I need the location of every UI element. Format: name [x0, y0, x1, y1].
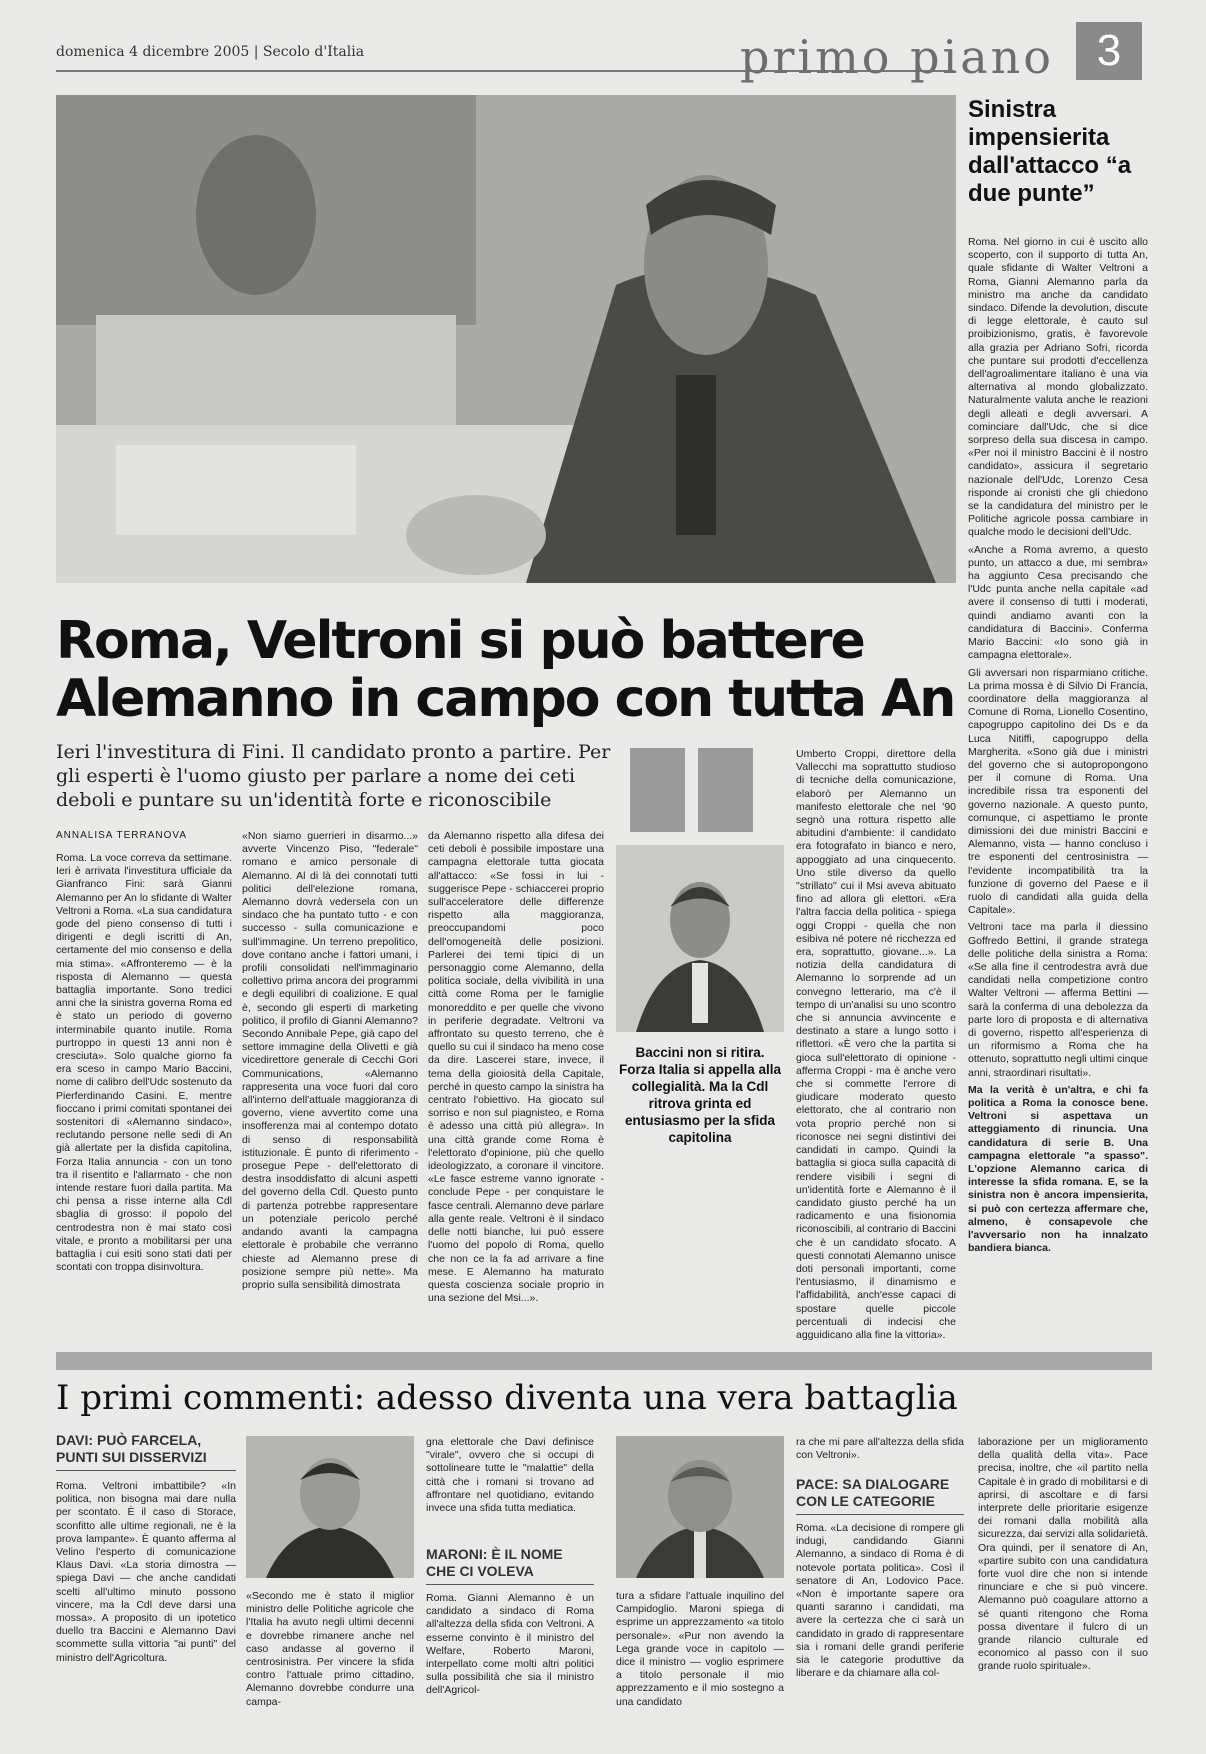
column-text: «Non siamo guerrieri in disarmo...» avverte Vincenzo Piso, "federale" romano e amico personale di Alemanno. Al di là dei connotati tutti politici dell'elezione romana, Alemanno dovrà vedersela con un sindaco che ha puntato tutto - e con successo - sulla comunicazione e sull'immagine. Un terreno prepolitico, dove contano anche i fattori umani, i profili consolidati nell'immaginario collettivo prima ancora dei programmi e degli equilibri di coalizione. E qual è, secondo gli esperti di marketing politico, il profilo di Gianni Alemanno? Secondo Annibale Pepe, già capo del settore immagine della Olivetti e già vicedirettore generale di Cecchi Gori Communications, «Alemanno rappresenta una voce fuori dal coro all'interno dell'attuale maggioranza di governo, viene avvertito come una insofferenza mai al contempo dotato di senso di responsabilità istituzionale. È punto di riferimento - prosegue Pepe - dell'elettorato di destra insoddisfatto di alcuni aspetti del governo della Cdl. Questo punto di partenza potrebbe rappresentare un potenziale pericolo perché andando avanti la campagna elettorale è probabile che verranno chieste ad Alemanno prese di posizione sempre più nette». Ma proprio sulla sensibilità dimostrata [242, 830, 418, 1291]
davi-text-continued [246, 1590, 414, 1748]
pace-text [796, 1522, 964, 1748]
headline-line-2: Alemanno in campo con tutta An [56, 669, 955, 729]
main-photo [56, 95, 956, 583]
issue-date: domenica 4 dicembre 2005 | Secolo d'Italia [56, 44, 365, 60]
title-rule [426, 1584, 594, 1585]
column-text: ra che mi pare all'altezza della sfida con Veltroni». [796, 1436, 964, 1462]
column-text: tura a sfidare l'attuale inquilino del Campidoglio. Maroni spiega di esprime un apprezzamento «a titolo personale». «Pur non avendo la Lega grande voce in capitolo — dice il ministro — voglio esprimere a titolo personale il mio apprezzamento e il mio sostegno a una candidato [616, 1590, 784, 1708]
portrait-illustration [616, 1436, 784, 1578]
section-title: primo piano [740, 30, 1054, 84]
page-number: 3 [1076, 22, 1142, 80]
side-paragraph: Veltroni tace ma parla il diessino Goffredo Bettini, il grande stratega delle politiche della sinistra a Roma: «Se alla fine il centrodestra avrà due candidati nella competizione contro Walter Veltroni — afferma Bettini — sarà la conferma di una debolezza da parte loro di proposta e di alternativa di governo, rispetto all'esperienza di un riformismo a Roma che ha ottenuto, soprattutto negli ultimi cinque anni, straordinari risultati». [968, 921, 1148, 1079]
maroni-text-continued [616, 1590, 784, 1748]
article-column-3 [428, 830, 604, 1320]
column-text: «Secondo me è stato il miglior ministro delle Politiche agricole che l'Italia ha avuto negli ultimi decenni e dovrebbe rimanere anche nel caso andasse al governo il centrosinistra. Per vincere la sfida contro l'attuale primo cittadino, Alemanno dovrebbe condurre una campa- [246, 1590, 414, 1708]
baccini-photo [616, 845, 784, 1032]
article-column-1 [56, 852, 232, 1320]
side-paragraph: Ma la verità è un'altra, e chi fa politica a Roma la conosce bene. Veltroni si aspettava un atteggiamento di rinuncia. Una candidatura di serie B. Una campagna elettorale "a spasso". L'opzione Alemanno carica di interesse la sfida romana. E, se la sinistra non è ancora impensierita, si può con certezza affermare che, almeno, è consapevole che l'avversario non ha innalzato bandiera bianca. [968, 1083, 1148, 1255]
maroni-text-end [796, 1436, 964, 1466]
photo-caption: Baccini non si ritira. Forza Italia si appella alla collegialità. Ma la Cdl ritrova grinta ed entusiasmo per la sfida capitolina [618, 1045, 782, 1145]
article-column-4 [796, 748, 956, 1341]
photo-illustration [56, 95, 956, 583]
side-paragraph: Gli avversari non risparmiano critiche. La prima mossa è di Silvio Di Francia, coordinatore della maggioranza al Comune di Roma, Lionello Cosentino, capogruppo capitolino dei Ds e da Luca Nitiffi, capogruppo della Margherita. «Sono già due i ministri del governo che si autopropongono per il comune di Roma. Una incredibile rissa tra esponenti del governo nazionale. A questo punto, comunque, ci aspettiamo le pronte dimissioni dei due ministri Baccini e Alemanno, vista — hanno concluso i tre esponenti del centrosinistra — l'evidente incompatibilità tra la funzione di governo del Paese e il ruolo di candidati alla guida della Capitale». [968, 666, 1148, 917]
maroni-text [426, 1592, 594, 1748]
headline-line-1: Roma, Veltroni si può battere [56, 611, 864, 671]
maroni-title: MARONI: È IL NOME CHE CI VOLEVA [426, 1546, 563, 1579]
main-headline [56, 612, 956, 728]
byline: ANNALISA TERRANOVA [56, 830, 187, 841]
article-column-2 [242, 830, 418, 1320]
subheadline: Ieri l'investitura di Fini. Il candidato pronto a partire. Per gli esperti è l'uomo giusto per parlare a nome dei ceti deboli e puntare su un'identità forte e riconoscibile [56, 741, 611, 811]
quote-mark-icon [698, 748, 753, 832]
column-text: gna elettorale che Davi definisce "virale", ovvero che si occupi di sottolineare tutte le "malattie" della città che i romani si trovano ad affrontare nel quotidiano, evitando invece una sfida tutta mediatica. [426, 1436, 594, 1515]
column-text: Roma. «La decisione di rompere gli indugi, candidando Gianni Alemanno, a sindaco di Roma è di notevole portata politica». Così il senatore di An, Lodovico Pace. «Non è importante sapere ora quanti saranno i candidati, ma avere la certezza che ci sarà un candidato in grado di rappresentare sia i romani delle grandi periferie sia le categorie produttive da liberare e da chiamare alla col- [796, 1522, 964, 1680]
pace-title: PACE: SA DIALOGARE CON LE CATEGORIE [796, 1476, 950, 1509]
davi-text-end [426, 1436, 594, 1538]
bottom-headline: I primi commenti: adesso diventa una vera battaglia [56, 1378, 958, 1418]
davi-text [56, 1480, 236, 1748]
davi-title: DAVI: PUÒ FARCELA, PUNTI SUI DISSERVIZI [56, 1432, 207, 1465]
quote-marks [630, 748, 782, 834]
column-text: da Alemanno rispetto alla difesa dei ceti deboli è possibile impostare una campagna elettorale tutta giocata all'attacco: «Se fossi in lui - suggerisce Pepe - schiaccerei proprio sull'acceleratore delle differenze rispetto alla maggioranza, preoccupandomi poco dell'omogeneità delle posizioni. Parlerei dei temi tipici di un personaggio come Alemanno, della politica sociale, della vivibilità in una città come Roma per le famiglie monoreddito e per quelle che vivono in periferie degradate. Veltroni va affrontato su questo terreno, che è quello su cui il sindaco ha meno cose da dire. Lascerei stare, invece, il tema della gioiosità della Capitale, perché in questo campo la sinistra ha centrato l'obiettivo. Ha giocato sul sorriso e non sul piagnisteo, e Roma è adesso una città più allegra». In una città grande come Roma è l'elettorato d'opinione, più che quello ideologizzato, a coronare il vincitore. «Le fasce estreme vanno ignorate - conclude Pepe - per conquistare le fasce centrali. Alemanno deve parlare alla gente reale. Veltroni è il sindaco delle notti bianche, lui può essere l'uomo del popolo di Roma, quello che non ce la fa ad arrivare a fine mese. E Alemanno ha maturato questa coscienza sociale proprio in una sezione del Msi...». [428, 830, 604, 1305]
pace-text-continued [978, 1436, 1148, 1748]
section-band [56, 1352, 1152, 1370]
quote-mark-icon [630, 748, 685, 832]
side-article-title: Sinistra impensierita dall'attacco “a due punte” [968, 96, 1132, 207]
side-paragraph: «Anche a Roma avremo, a questo punto, un attacco a due, mi sembra» ha aggiunto Cesa precisando che l'Udc punta anche nella capitale «ad avere il consenso di tutti i moderati, quindi andiamo avanti con la candidatura di Baccini». Conferma Mario Baccini: «Io sono già in campagna elettorale». [968, 543, 1148, 662]
column-text: laborazione per un miglioramento della qualità della vita». Pace precisa, inoltre, che «il partito nella Capitale è in grado di mobilitarsi e di aprirsi, di ascoltare e di farsi interprete delle prioritarie esigenze dei romani dalla mobilità alla sicurezza, dai servizi alla solidarietà. Ora quindi, per il senatore di An, «partire subito con una candidatura forte vuol dire che non si intende rinunciare e che si può vincere. Alemanno può coagulare attorno a sé quanti ritengono che Roma possa diventare il fulcro di un grande rilancio culturale ed economico al passo con il suo grande ruolo spirituale». [978, 1436, 1148, 1673]
column-text: Umberto Croppi, direttore della Vallecchi ma soprattutto studioso di tecniche della comunicazione, elaborò per Alemanno un manifesto elettorale che nel '90 segnò una rottura rispetto alle abitudini d'ambiente: il candidato era fotografato in bianco e nero, appoggiato ad una cinquecento. Uno stile diverso da quello "strillato" cui il Msi aveva abituato fino ad allora gli elettori. «Era l'altra faccia della politica - spiega oggi Croppi - quella che non esibiva né potere né ricchezza ed era, soprattutto, giovane...». La notizia della candidatura di Alemanno lo sorprende ad un convegno letterario, ma c'è il tempo di un'analisi su uno scontro che si annuncia avvincente e destinato a stare a lungo sotto i riflettori. «È vero che la partita si gioca sull'elettorato di opinione - afferma Croppi - ma è anche vero che si commette l'errore di giudicare moderato questo elettorato, che al contrario non vota proprio perché non si riconosce nei segni distintivi dei candidati in campo. Quindi la battaglia si gioca sulla capacità di rendere visibili i segni di un'identità forte e Alemanno è il candidato giusto perché ha un radicamento e una fisionomia riconoscibili, al contrario di Baccini che è un candidato sfocato. A questi connotati Alemanno unisce doti personali importanti, come l'entusiasmo, il dinamismo e l'affidabilità, anch'esse capaci di spostare quelle piccole percentuali di indecisi che agguidicano alla fine la vittoria». [796, 748, 956, 1341]
davi-photo [246, 1436, 414, 1578]
side-article-body [968, 236, 1148, 1316]
side-paragraph: Roma. Nel giorno in cui è uscito allo scoperto, con il supporto di tutta An, quale sfidante di Walter Veltroni a Roma, Gianni Alemanno parla da ministro ma anche da candidato sindaco. Difende la devolution, discute di legge elettorale, è cauto sul proibizionismo, gratis, è favorevole alla grazia per Adriano Sofri, ricorda che puntare sui prodotti d'eccellenza dell'agroalimentare italiano è una via alternativa al mondo globalizzato. Naturalmente valuta anche le reazioni degli alleati e degli avversari. A cominciare dall'Udc, che si dice sorpreso della sua discesa in campo. «Per noi il ministro Baccini è il nostro candidato», assicura il segretario nazionale dell'Udc, Lorenzo Cesa risponde ai cronisti che gli chiedono se la candidatura del ministro per le Politiche agricole possa cambiare in qualche modo le decisioni dell'Udc. [968, 236, 1148, 539]
title-rule [56, 1470, 236, 1471]
title-rule [796, 1514, 964, 1515]
column-text: Roma. Veltroni imbattibile? «In politica, non bisogna mai dare nulla per scontato. È il caso di Storace, sconfitto alle ultime regionali, ne è la prova lampante». È quanto afferma al Velino l'esperto di comunicazione Klaus Davi. «La storia dimostra — spiega Davi — che anche candidati scelti all'ultimo minuto possono vincere, ma la Cdl deve darsi una mossa». A proposito di un ipotetico duello tra Baccini e Alemanno Davi scommette sulla vittoria "ai punti" del ministro dell'Agricoltura. [56, 1480, 236, 1664]
column-text: Roma. La voce correva da settimane. Ieri è arrivata l'investitura ufficiale da Gianfranco Fini: sarà Gianni Alemanno per An lo sfidante di Walter Veltroni a Roma. «La sua candidatura gode del pieno consenso di tutti i dirigenti e degli iscritti di An, certamente del mio consenso e della mia stima». «Affronteremo — è la risposta di Alemanno — questa battaglia importante. Sono tredici anni che la sinistra governa Roma ed è stato un periodo di governo interminabile quanto inutile. Roma purtroppo in questi 13 anni non è cresciuta». Solo qualche giorno fa era sceso in campo Mario Baccini, nome di calibro dell'Udc sostenuto da Pierferdinando Casini. E, mentre fioccano i primi comitati spontanei dei sostenitori di «Alemanno sindaco», reclutando persone nelle sedi di An già allertate per la disfida capitolina, Forza Italia annuncia - con un tono tra il risentito e l'allarmato - che non intende restare fuori dalla partita. Ma chi pensa a risse interne alla Cdl sbaglia di grosso: il popolo del centrodestra non è mai stato così vitale, e pronto a mobilitarsi per una battaglia i cui esiti sono stati dati per scontati con troppa disinvoltura. [56, 852, 232, 1274]
portrait-illustration [246, 1436, 414, 1578]
maroni-photo [616, 1436, 784, 1578]
column-text: Roma. Gianni Alemanno è un candidato a sindaco di Roma all'altezza della sfida con Veltroni. A esserne convinto è il ministro del Welfare, Roberto Maroni, interpellato come molti altri politici sulla possibilità che sia il ministro dell'Agricol- [426, 1592, 594, 1697]
portrait-illustration [616, 845, 784, 1032]
